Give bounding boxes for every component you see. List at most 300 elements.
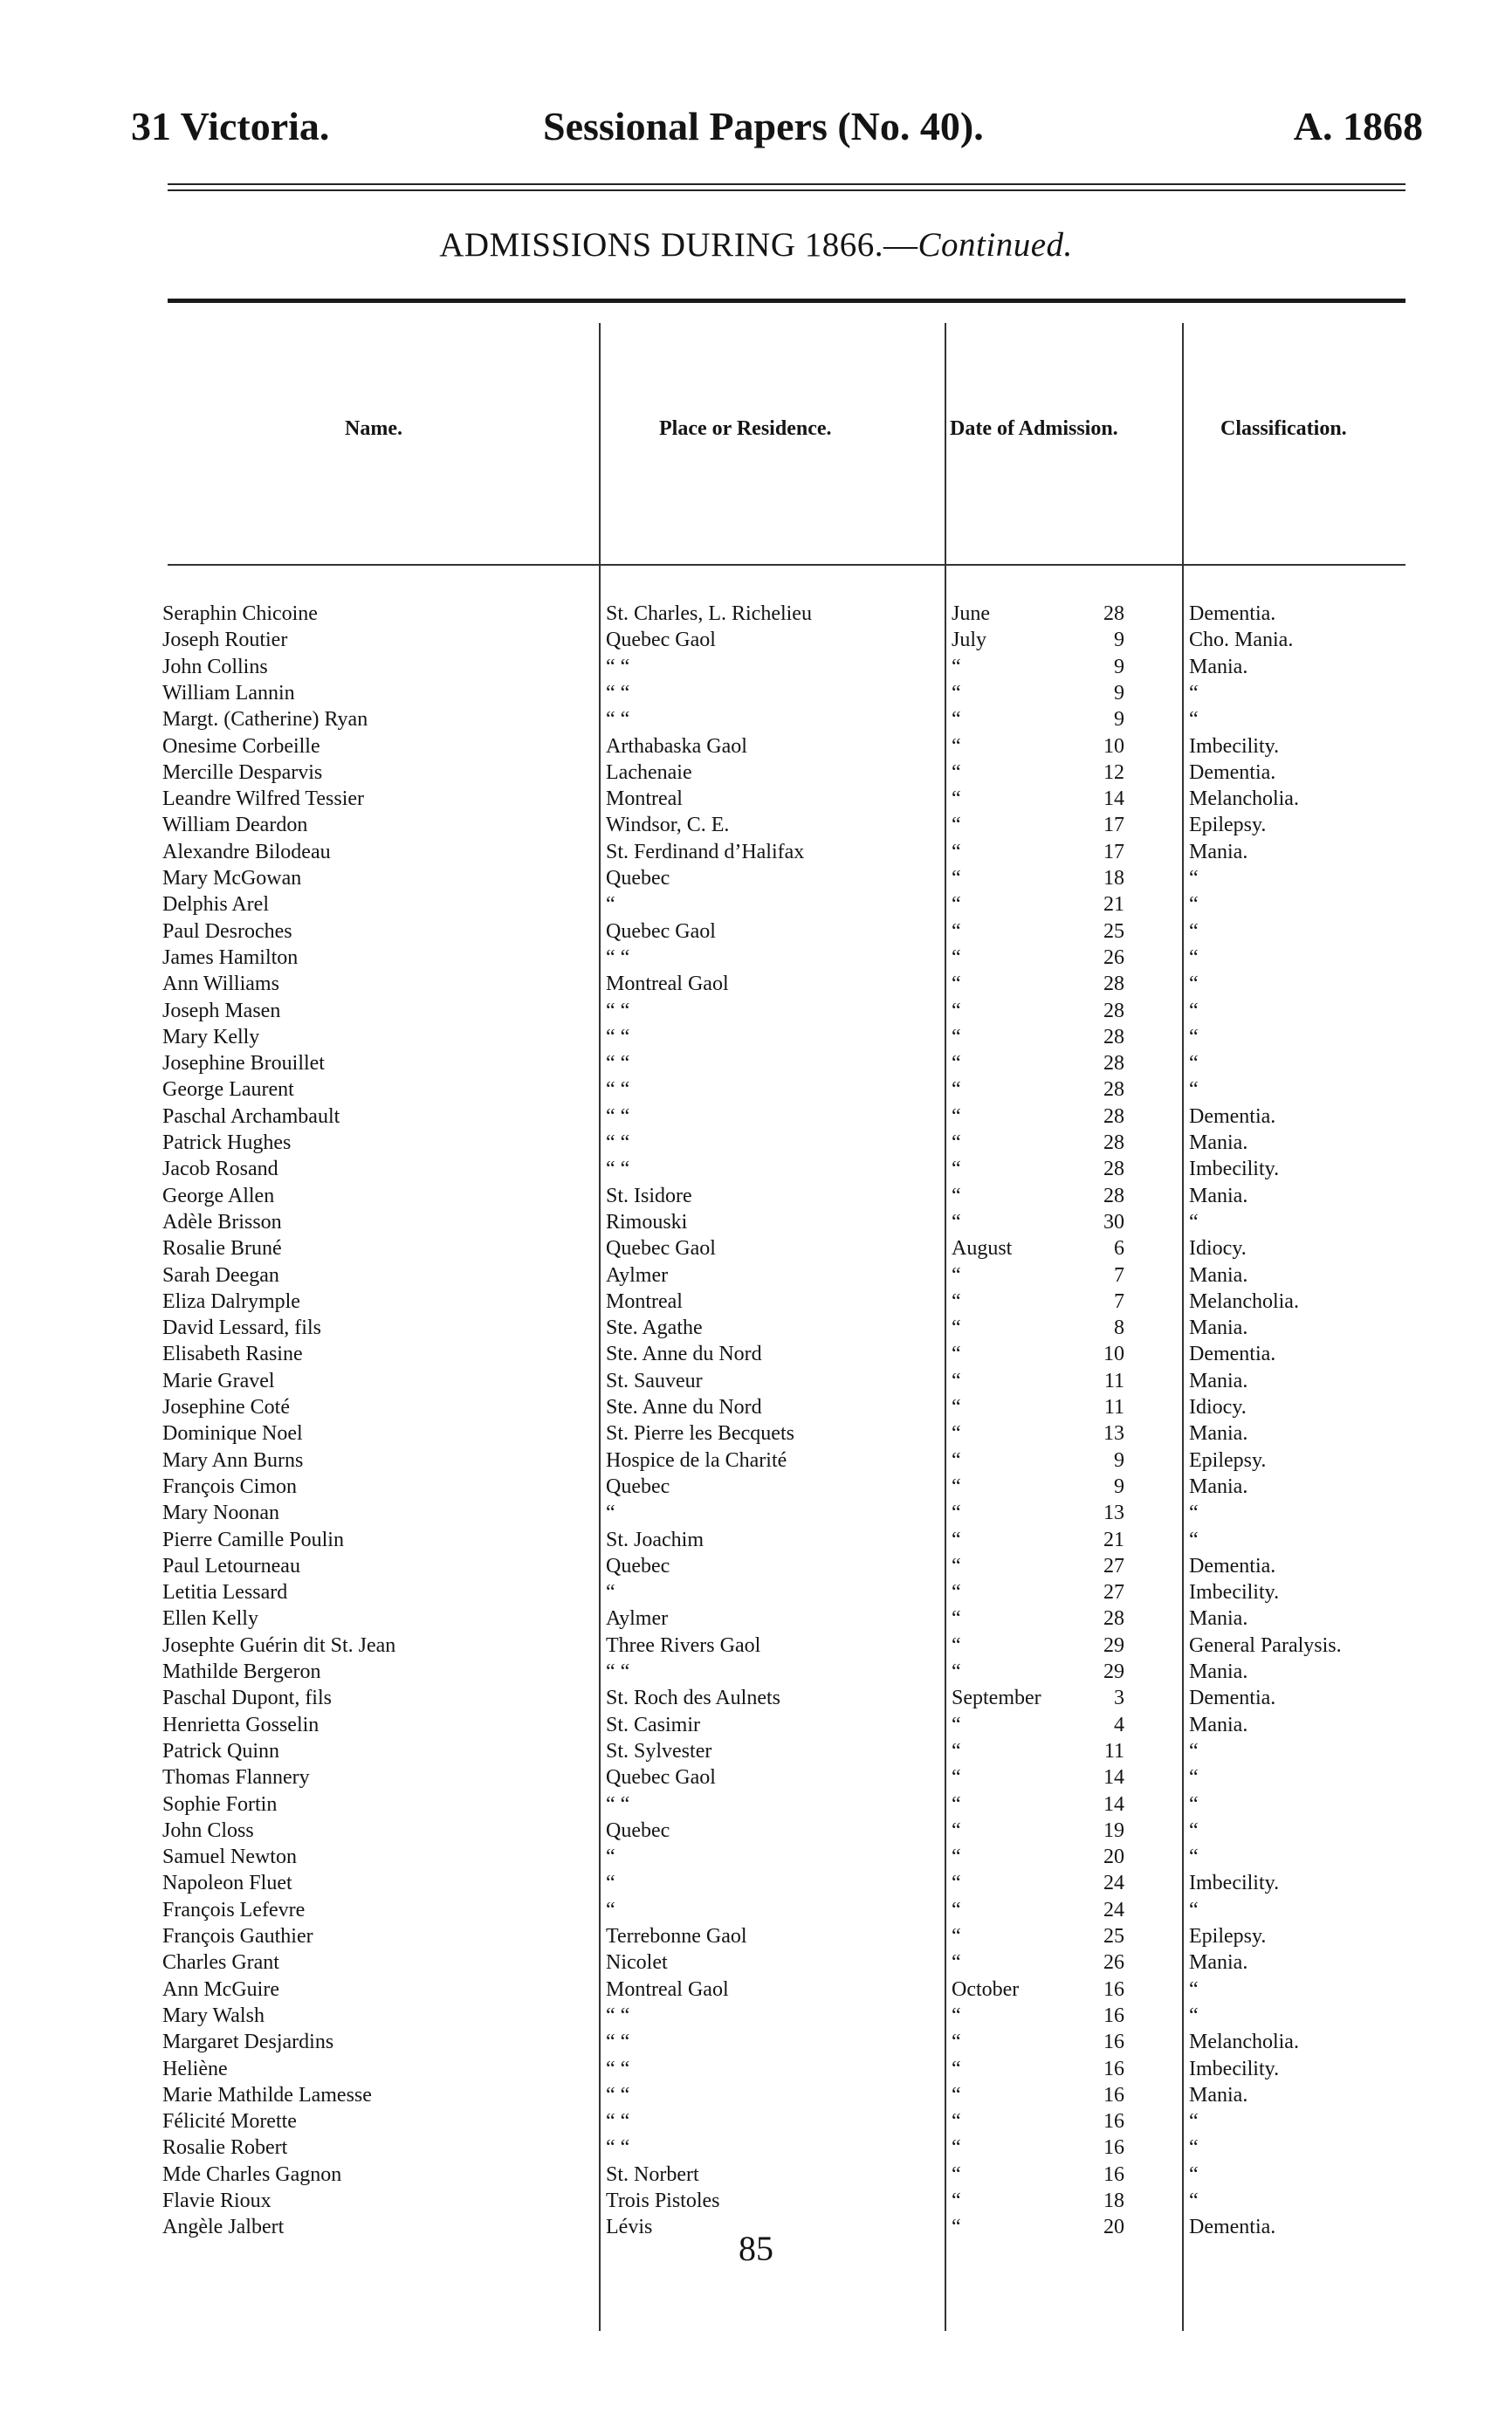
day-cell: 3 bbox=[1114, 1687, 1124, 1710]
table-row bbox=[0, 2056, 1512, 2083]
place-cell: Lévis bbox=[606, 2216, 653, 2239]
table-row bbox=[0, 1738, 1512, 1765]
month-cell: “ bbox=[952, 760, 961, 784]
classification-cell: Melancholia. bbox=[1189, 787, 1299, 811]
month-cell: “ bbox=[952, 1846, 961, 1869]
classification-cell: “ bbox=[1189, 1502, 1199, 1525]
classification-cell: Imbecility. bbox=[1189, 2057, 1280, 2080]
name-cell: Mary McGowan bbox=[162, 867, 302, 890]
name-cell: James Hamilton bbox=[162, 945, 299, 969]
name-cell: Mathilde Bergeron bbox=[162, 1660, 321, 1683]
place-cell: St. Ferdinand d’Halifax bbox=[606, 840, 805, 863]
month-cell: “ bbox=[952, 945, 961, 969]
classification-cell: “ bbox=[1189, 2110, 1199, 2134]
table-row bbox=[0, 1605, 1512, 1633]
table-row bbox=[0, 1183, 1512, 1210]
name-cell: Napoleon Fluet bbox=[162, 1872, 292, 1895]
place-cell: “ bbox=[606, 1898, 615, 1921]
classification-cell: Mania. bbox=[1189, 1131, 1248, 1154]
table-row bbox=[0, 1368, 1512, 1395]
month-cell: “ bbox=[952, 893, 961, 917]
place-cell: Ste. Agathe bbox=[606, 1316, 703, 1340]
month-cell: August bbox=[952, 1237, 1013, 1261]
place-cell: Three Rivers Gaol bbox=[606, 1633, 761, 1657]
name-cell: Samuel Newton bbox=[162, 1846, 297, 1869]
name-cell: Onesime Corbeille bbox=[162, 734, 320, 758]
month-cell: “ bbox=[952, 1898, 961, 1921]
classification-cell: Mania. bbox=[1189, 1184, 1248, 1207]
month-cell: “ bbox=[952, 1951, 961, 1975]
classification-cell: “ bbox=[1189, 2190, 1199, 2212]
name-cell: Paschal Dupont, fils bbox=[162, 1687, 332, 1710]
place-cell: “ “ bbox=[606, 1052, 630, 1076]
classification-cell: “ bbox=[1189, 1898, 1199, 1921]
name-cell: Marie Gravel bbox=[162, 1369, 275, 1392]
month-cell: “ bbox=[952, 1633, 961, 1657]
classification-cell: “ bbox=[1189, 999, 1199, 1022]
place-cell: Hospice de la Charité bbox=[606, 1448, 787, 1472]
name-cell: François Lefevre bbox=[162, 1898, 306, 1921]
name-cell: John Collins bbox=[162, 655, 268, 678]
table-row bbox=[0, 706, 1512, 733]
day-cell: 28 bbox=[1103, 1607, 1124, 1631]
table-row bbox=[0, 1156, 1512, 1183]
classification-cell: Epilepsy. bbox=[1189, 814, 1267, 837]
table-row bbox=[0, 1103, 1512, 1131]
month-cell: “ bbox=[952, 973, 961, 996]
month-cell: “ bbox=[952, 2057, 961, 2080]
table-row bbox=[0, 1474, 1512, 1501]
day-cell: 25 bbox=[1103, 1925, 1124, 1948]
day-cell: 16 bbox=[1103, 2136, 1124, 2160]
classification-cell: “ bbox=[1189, 973, 1199, 996]
day-cell: 28 bbox=[1103, 1131, 1124, 1154]
day-cell: 19 bbox=[1103, 1818, 1124, 1842]
place-cell: Montreal bbox=[606, 787, 683, 811]
day-cell: 16 bbox=[1103, 2004, 1124, 2027]
name-cell: Jacob Rosand bbox=[162, 1158, 278, 1181]
day-cell: 24 bbox=[1103, 1898, 1124, 1921]
month-cell: “ bbox=[952, 2190, 961, 2212]
column-header-place: Place or Residence. bbox=[659, 417, 832, 440]
table-row bbox=[0, 1527, 1512, 1554]
classification-cell: Cho. Mania. bbox=[1189, 629, 1294, 652]
place-cell: “ “ bbox=[606, 681, 630, 705]
place-cell: “ “ bbox=[606, 1131, 630, 1154]
month-cell: “ bbox=[952, 1660, 961, 1683]
place-cell: St. Norbert bbox=[606, 2162, 699, 2186]
month-cell: “ bbox=[952, 708, 961, 732]
month-cell: “ bbox=[952, 1475, 961, 1498]
place-cell: “ “ bbox=[606, 999, 630, 1022]
day-cell: 20 bbox=[1103, 2216, 1124, 2239]
classification-cell: Mania. bbox=[1189, 1607, 1248, 1631]
classification-cell: “ bbox=[1189, 1846, 1199, 1869]
name-cell: Joseph Masen bbox=[162, 999, 281, 1022]
name-cell: Rosalie Bruné bbox=[162, 1237, 282, 1261]
month-cell: “ bbox=[952, 1422, 961, 1446]
day-cell: 6 bbox=[1114, 1237, 1124, 1261]
running-head-center: Sessional Papers (No. 40). bbox=[543, 104, 984, 148]
classification-cell: Imbecility. bbox=[1189, 1581, 1280, 1605]
name-cell: Patrick Quinn bbox=[162, 1739, 279, 1763]
table-row bbox=[0, 733, 1512, 760]
place-cell: Quebec Gaol bbox=[606, 629, 716, 652]
place-cell: “ “ bbox=[606, 2110, 630, 2134]
place-cell: Quebec bbox=[606, 1475, 670, 1498]
table-row bbox=[0, 1844, 1512, 1871]
day-cell: 9 bbox=[1114, 629, 1124, 652]
name-cell: Margt. (Catherine) Ryan bbox=[162, 708, 368, 732]
month-cell: “ bbox=[952, 1581, 961, 1605]
month-cell: September bbox=[952, 1687, 1041, 1710]
name-cell: Adèle Brisson bbox=[162, 1210, 282, 1234]
classification-cell: “ bbox=[1189, 681, 1199, 705]
day-cell: 14 bbox=[1103, 787, 1124, 811]
month-cell: “ bbox=[952, 2110, 961, 2134]
month-cell: “ bbox=[952, 840, 961, 863]
name-cell: Joseph Routier bbox=[162, 629, 288, 652]
table-row bbox=[0, 601, 1512, 628]
day-cell: 7 bbox=[1114, 1263, 1124, 1287]
name-cell: Pierre Camille Poulin bbox=[162, 1528, 344, 1551]
name-cell: Sarah Deegan bbox=[162, 1263, 279, 1287]
month-cell: “ bbox=[952, 1210, 961, 1234]
place-cell: “ “ bbox=[606, 1158, 630, 1181]
column-header-classification: Classification. bbox=[1220, 417, 1347, 440]
month-cell: “ bbox=[952, 1263, 961, 1287]
month-cell: “ bbox=[952, 1818, 961, 1842]
place-cell: Montreal Gaol bbox=[606, 1977, 729, 2001]
name-cell: George Allen bbox=[162, 1184, 275, 1207]
name-cell: Marie Mathilde Lamesse bbox=[162, 2083, 372, 2107]
month-cell: “ bbox=[952, 1607, 961, 1631]
place-cell: St. Isidore bbox=[606, 1184, 692, 1207]
classification-cell: Mania. bbox=[1189, 655, 1248, 678]
day-cell: 27 bbox=[1103, 1581, 1124, 1605]
place-cell: “ “ bbox=[606, 1660, 630, 1683]
name-cell: Ellen Kelly bbox=[162, 1607, 258, 1631]
day-cell: 9 bbox=[1114, 1475, 1124, 1498]
table-row bbox=[0, 1394, 1512, 1421]
day-cell: 30 bbox=[1103, 1210, 1124, 1234]
place-cell: “ “ bbox=[606, 1078, 630, 1102]
day-cell: 27 bbox=[1103, 1554, 1124, 1578]
place-cell: “ “ bbox=[606, 2136, 630, 2160]
month-cell: “ bbox=[952, 1448, 961, 1472]
table-row bbox=[0, 1712, 1512, 1739]
table-row bbox=[0, 1764, 1512, 1791]
table-row bbox=[0, 1209, 1512, 1236]
name-cell: Josephine Coté bbox=[162, 1396, 290, 1419]
classification-cell: “ bbox=[1189, 1739, 1199, 1763]
place-cell: Nicolet bbox=[606, 1951, 668, 1975]
table-row bbox=[0, 1235, 1512, 1262]
month-cell: “ bbox=[952, 1502, 961, 1525]
day-cell: 11 bbox=[1103, 1369, 1124, 1392]
day-cell: 10 bbox=[1103, 1343, 1124, 1366]
name-cell: Josephine Brouillet bbox=[162, 1052, 325, 1076]
month-cell: “ bbox=[952, 1766, 961, 1790]
day-cell: 10 bbox=[1103, 734, 1124, 758]
classification-cell: “ bbox=[1189, 1052, 1199, 1076]
day-cell: 29 bbox=[1103, 1633, 1124, 1657]
classification-cell: Dementia. bbox=[1189, 1343, 1276, 1366]
day-cell: 26 bbox=[1103, 1951, 1124, 1975]
day-cell: 21 bbox=[1103, 893, 1124, 917]
place-cell: St. Sylvester bbox=[606, 1739, 712, 1763]
month-cell: “ bbox=[952, 1554, 961, 1578]
classification-cell: “ bbox=[1189, 893, 1199, 917]
classification-cell: “ bbox=[1189, 1210, 1199, 1234]
table-row bbox=[0, 1949, 1512, 1976]
month-cell: “ bbox=[952, 1158, 961, 1181]
table-row bbox=[0, 865, 1512, 892]
month-cell: “ bbox=[952, 1872, 961, 1895]
month-cell: “ bbox=[952, 681, 961, 705]
name-cell: François Gauthier bbox=[162, 1925, 313, 1948]
day-cell: 28 bbox=[1103, 973, 1124, 996]
place-cell: St. Pierre les Becquets bbox=[606, 1422, 794, 1446]
table-row bbox=[0, 1500, 1512, 1527]
place-cell: Quebec bbox=[606, 1818, 670, 1842]
place-cell: “ “ bbox=[606, 1792, 630, 1816]
name-cell: Félicité Morette bbox=[162, 2110, 297, 2134]
name-cell: Patrick Hughes bbox=[162, 1131, 292, 1154]
day-cell: 18 bbox=[1103, 867, 1124, 890]
month-cell: “ bbox=[952, 1396, 961, 1419]
name-cell: Josephte Guérin dit St. Jean bbox=[162, 1633, 396, 1657]
section-title bbox=[0, 225, 1512, 265]
classification-cell: “ bbox=[1189, 1766, 1199, 1790]
name-cell: Angèle Jalbert bbox=[162, 2216, 285, 2239]
day-cell: 28 bbox=[1103, 602, 1124, 625]
day-cell: 28 bbox=[1103, 1078, 1124, 1102]
day-cell: 20 bbox=[1103, 1846, 1124, 1869]
classification-cell: Dementia. bbox=[1189, 760, 1276, 784]
column-header-date: Date of Admission. bbox=[950, 417, 1118, 440]
name-cell: Thomas Flannery bbox=[162, 1766, 310, 1790]
day-cell: 13 bbox=[1103, 1422, 1124, 1446]
place-cell: St. Charles, L. Richelieu bbox=[606, 602, 812, 625]
table-row bbox=[0, 1553, 1512, 1580]
table-row bbox=[0, 1050, 1512, 1077]
table-row bbox=[0, 1420, 1512, 1447]
place-cell: Lachenaie bbox=[606, 760, 692, 784]
table-row bbox=[0, 2029, 1512, 2056]
table-row bbox=[0, 2135, 1512, 2162]
classification-cell: Epilepsy. bbox=[1189, 1448, 1267, 1472]
name-cell: John Closs bbox=[162, 1818, 254, 1842]
month-cell: “ bbox=[952, 655, 961, 678]
table-top-rule bbox=[168, 299, 1405, 303]
day-cell: 28 bbox=[1103, 1184, 1124, 1207]
place-cell: Ste. Anne du Nord bbox=[606, 1396, 762, 1419]
table-row bbox=[0, 786, 1512, 813]
name-cell: Delphis Arel bbox=[162, 893, 269, 917]
table-row bbox=[0, 812, 1512, 839]
day-cell: 28 bbox=[1103, 1158, 1124, 1181]
page-number: 85 bbox=[739, 2229, 773, 2268]
month-cell: “ bbox=[952, 1792, 961, 1816]
name-cell: Mary Walsh bbox=[162, 2004, 265, 2027]
table-row bbox=[0, 1341, 1512, 1368]
header-rule bbox=[168, 183, 1405, 191]
day-cell: 16 bbox=[1103, 2162, 1124, 2186]
name-cell: Sophie Fortin bbox=[162, 1792, 278, 1816]
name-cell: Elisabeth Rasine bbox=[162, 1343, 303, 1366]
column-header-name: Name. bbox=[345, 417, 402, 440]
name-cell: Paul Letourneau bbox=[162, 1554, 300, 1578]
place-cell: “ bbox=[606, 1502, 615, 1525]
place-cell: “ bbox=[606, 1581, 615, 1605]
table-row bbox=[0, 2162, 1512, 2189]
month-cell: “ bbox=[952, 2031, 961, 2054]
table-row bbox=[0, 1976, 1512, 2004]
classification-cell: Mania. bbox=[1189, 1263, 1248, 1287]
classification-cell: “ bbox=[1189, 2004, 1199, 2027]
table-row bbox=[0, 654, 1512, 681]
month-cell: “ bbox=[952, 1289, 961, 1313]
table-row bbox=[0, 1870, 1512, 1897]
place-cell: Terrebonne Gaol bbox=[606, 1925, 747, 1948]
place-cell: Quebec Gaol bbox=[606, 919, 716, 943]
day-cell: 12 bbox=[1103, 760, 1124, 784]
place-cell: “ bbox=[606, 1846, 615, 1869]
table-row bbox=[0, 760, 1512, 787]
month-cell: “ bbox=[952, 734, 961, 758]
place-cell: “ “ bbox=[606, 2004, 630, 2027]
name-cell: François Cimon bbox=[162, 1475, 297, 1498]
day-cell: 14 bbox=[1103, 1766, 1124, 1790]
month-cell: July bbox=[952, 629, 987, 652]
place-cell: “ “ bbox=[606, 708, 630, 732]
day-cell: 28 bbox=[1103, 1025, 1124, 1048]
place-cell: Quebec bbox=[606, 867, 670, 890]
day-cell: 16 bbox=[1103, 2057, 1124, 2080]
name-cell: Rosalie Robert bbox=[162, 2136, 288, 2160]
classification-cell: “ bbox=[1189, 1528, 1199, 1551]
place-cell: “ bbox=[606, 893, 615, 917]
table-row bbox=[0, 891, 1512, 918]
day-cell: 28 bbox=[1103, 1052, 1124, 1076]
section-title-continued: Continued. bbox=[918, 226, 1073, 264]
classification-cell: “ bbox=[1189, 708, 1199, 732]
table-row bbox=[0, 1315, 1512, 1342]
month-cell: “ bbox=[952, 2083, 961, 2107]
place-cell: Montreal Gaol bbox=[606, 973, 729, 996]
classification-cell: Melancholia. bbox=[1189, 2031, 1299, 2054]
month-cell: “ bbox=[952, 1316, 961, 1340]
table-row bbox=[0, 680, 1512, 707]
table-row bbox=[0, 1633, 1512, 1660]
table-row bbox=[0, 1659, 1512, 1686]
day-cell: 29 bbox=[1103, 1660, 1124, 1683]
name-cell: William Deardon bbox=[162, 814, 308, 837]
day-cell: 14 bbox=[1103, 1792, 1124, 1816]
month-cell: “ bbox=[952, 1925, 961, 1948]
header-bottom-rule bbox=[168, 564, 1405, 566]
table-row bbox=[0, 2188, 1512, 2215]
name-cell: Dominique Noel bbox=[162, 1422, 303, 1446]
name-cell: Paul Desroches bbox=[162, 919, 292, 943]
classification-cell: “ bbox=[1189, 867, 1199, 890]
month-cell: “ bbox=[952, 2136, 961, 2160]
day-cell: 4 bbox=[1114, 1713, 1124, 1736]
name-cell: Henrietta Gosselin bbox=[162, 1713, 320, 1736]
place-cell: “ “ bbox=[606, 1025, 630, 1048]
classification-cell: Dementia. bbox=[1189, 602, 1276, 625]
classification-cell: “ bbox=[1189, 1025, 1199, 1048]
table-row bbox=[0, 1897, 1512, 1924]
place-cell: Quebec Gaol bbox=[606, 1237, 716, 1261]
name-cell: Ann McGuire bbox=[162, 1977, 279, 2001]
classification-cell: Dementia. bbox=[1189, 1554, 1276, 1578]
month-cell: October bbox=[952, 1977, 1020, 2001]
month-cell: “ bbox=[952, 1078, 961, 1102]
table-row bbox=[0, 998, 1512, 1025]
classification-cell: “ bbox=[1189, 1078, 1199, 1102]
place-cell: “ “ bbox=[606, 1104, 630, 1128]
day-cell: 26 bbox=[1103, 945, 1124, 969]
place-cell: St. Roch des Aulnets bbox=[606, 1687, 781, 1710]
place-cell: St. Sauveur bbox=[606, 1369, 703, 1392]
month-cell: June bbox=[952, 602, 990, 625]
month-cell: “ bbox=[952, 1739, 961, 1763]
month-cell: “ bbox=[952, 1104, 961, 1128]
place-cell: “ “ bbox=[606, 655, 630, 678]
classification-cell: Mania. bbox=[1189, 1422, 1248, 1446]
month-cell: “ bbox=[952, 1369, 961, 1392]
day-cell: 16 bbox=[1103, 2110, 1124, 2134]
table-row bbox=[0, 945, 1512, 972]
name-cell: Charles Grant bbox=[162, 1951, 279, 1975]
day-cell: 16 bbox=[1103, 2031, 1124, 2054]
place-cell: Aylmer bbox=[606, 1607, 669, 1631]
place-cell: Arthabaska Gaol bbox=[606, 734, 747, 758]
classification-cell: Mania. bbox=[1189, 1316, 1248, 1340]
place-cell: Trois Pistoles bbox=[606, 2190, 720, 2212]
name-cell: Margaret Desjardins bbox=[162, 2031, 334, 2054]
day-cell: 25 bbox=[1103, 919, 1124, 943]
running-head-left: 31 Victoria. bbox=[131, 104, 330, 148]
name-cell: William Lannin bbox=[162, 681, 295, 705]
day-cell: 8 bbox=[1114, 1316, 1124, 1340]
day-cell: 9 bbox=[1114, 655, 1124, 678]
classification-cell: “ bbox=[1189, 2136, 1199, 2160]
table-row bbox=[0, 918, 1512, 945]
table-row bbox=[0, 1791, 1512, 1818]
month-cell: “ bbox=[952, 2162, 961, 2186]
day-cell: 11 bbox=[1103, 1739, 1124, 1763]
place-cell: Windsor, C. E. bbox=[606, 814, 730, 837]
classification-cell: “ bbox=[1189, 945, 1199, 969]
classification-cell: “ bbox=[1189, 1818, 1199, 1842]
classification-cell: Epilepsy. bbox=[1189, 1925, 1267, 1948]
day-cell: 9 bbox=[1114, 1448, 1124, 1472]
classification-cell: Melancholia. bbox=[1189, 1289, 1299, 1313]
month-cell: “ bbox=[952, 999, 961, 1022]
table-row bbox=[0, 1289, 1512, 1316]
classification-cell: “ bbox=[1189, 1792, 1199, 1816]
table-row bbox=[0, 1024, 1512, 1051]
place-cell: “ “ bbox=[606, 2031, 630, 2054]
day-cell: 13 bbox=[1103, 1502, 1124, 1525]
classification-cell: Imbecility. bbox=[1189, 734, 1280, 758]
month-cell: “ bbox=[952, 1528, 961, 1551]
place-cell: “ bbox=[606, 1872, 615, 1895]
name-cell: David Lessard, fils bbox=[162, 1316, 321, 1340]
